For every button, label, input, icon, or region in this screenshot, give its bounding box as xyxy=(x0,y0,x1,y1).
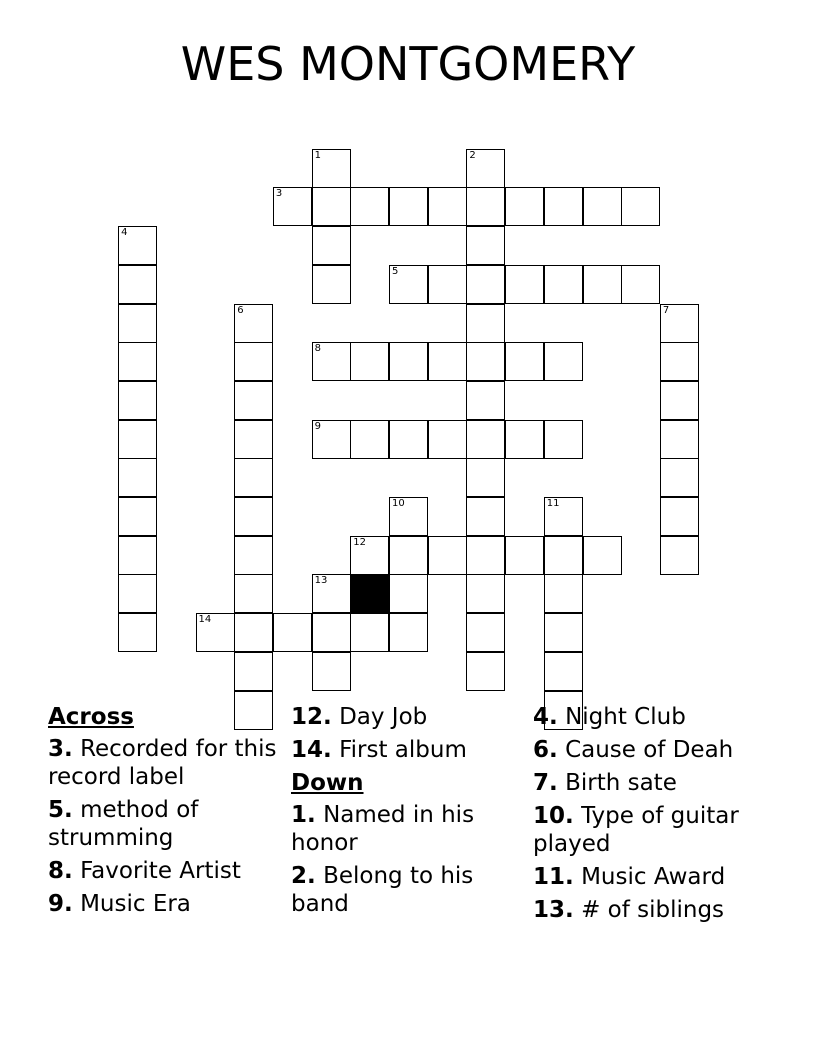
grid-cell[interactable] xyxy=(544,342,583,381)
grid-cell[interactable] xyxy=(350,187,389,226)
grid-cell[interactable] xyxy=(234,536,273,575)
cell-number: 12 xyxy=(353,536,367,548)
clue-across-14 xyxy=(291,736,531,764)
grid-cell[interactable] xyxy=(544,574,583,613)
cell-number: 9 xyxy=(314,420,321,432)
grid-cell[interactable] xyxy=(428,187,467,226)
grid-cell[interactable] xyxy=(466,226,505,265)
cell-number: 3 xyxy=(275,188,283,200)
grid-cell[interactable] xyxy=(466,497,505,536)
grid-cell[interactable] xyxy=(312,149,351,188)
grid-cell[interactable] xyxy=(234,304,273,343)
cell-number: 2 xyxy=(469,149,476,161)
grid-cell[interactable] xyxy=(350,342,389,381)
clue-text: # of siblings xyxy=(581,897,725,923)
grid-cell[interactable] xyxy=(660,342,699,381)
clue-text: Music Era xyxy=(80,891,191,917)
cell-number: 8 xyxy=(314,343,321,355)
grid-cell[interactable] xyxy=(428,420,467,459)
clue-text: Belong to his band xyxy=(291,863,474,917)
clue-text: Birth sate xyxy=(565,770,677,796)
puzzle-title: WES MONTGOMERY xyxy=(180,37,636,91)
grid-cell[interactable] xyxy=(544,652,583,691)
clue-across-3 xyxy=(48,735,288,791)
grid-cell[interactable] xyxy=(234,381,273,420)
clue-text: Day Job xyxy=(339,704,428,730)
grid-cell[interactable] xyxy=(389,187,428,226)
grid-cell[interactable] xyxy=(466,265,505,304)
grid-cell[interactable] xyxy=(273,613,312,652)
grid-cell[interactable] xyxy=(544,187,583,226)
grid-cell[interactable] xyxy=(428,265,467,304)
grid-cell[interactable] xyxy=(660,381,699,420)
grid-cell[interactable] xyxy=(544,497,583,536)
clue-number: 6. xyxy=(533,737,558,763)
grid-cell[interactable] xyxy=(389,536,428,575)
clue-column-2 xyxy=(291,703,531,923)
grid-cell[interactable] xyxy=(118,226,157,265)
grid-cell[interactable] xyxy=(118,497,157,536)
grid-cell[interactable] xyxy=(466,187,505,226)
grid-cell[interactable] xyxy=(544,420,583,459)
grid-cell[interactable] xyxy=(389,613,428,652)
grid-cell[interactable] xyxy=(621,187,660,226)
grid-cell[interactable] xyxy=(466,342,505,381)
clue-number: 1. xyxy=(291,802,316,828)
clue-number: 11. xyxy=(533,864,574,890)
clue-across-8 xyxy=(48,857,288,885)
grid-cell[interactable] xyxy=(621,265,660,304)
grid-cell[interactable] xyxy=(312,420,351,459)
grid-cell[interactable] xyxy=(428,342,467,381)
grid-cell[interactable] xyxy=(312,342,351,381)
grid-cell[interactable] xyxy=(312,226,351,265)
grid-cell[interactable] xyxy=(583,265,622,304)
grid-cell[interactable] xyxy=(389,497,428,536)
cell-number: 7 xyxy=(662,304,670,316)
cell-number: 1 xyxy=(314,149,321,161)
grid-cell[interactable] xyxy=(350,536,389,575)
cell-number: 13 xyxy=(314,575,328,587)
clue-text: Favorite Artist xyxy=(80,858,241,884)
clue-text: method of strumming xyxy=(48,797,199,851)
down-heading: Down xyxy=(291,770,364,796)
grid-cell[interactable] xyxy=(234,574,273,613)
clue-down-7 xyxy=(533,769,773,797)
cell-number: 6 xyxy=(237,304,244,316)
grid-cell[interactable] xyxy=(660,304,699,343)
clue-across-12 xyxy=(291,703,531,731)
grid-cell[interactable] xyxy=(118,574,157,613)
clue-number: 4. xyxy=(533,704,558,730)
grid-cell[interactable] xyxy=(389,574,428,613)
grid-cell[interactable] xyxy=(234,613,273,652)
grid-cell[interactable] xyxy=(466,149,505,188)
grid-cell[interactable] xyxy=(234,652,273,691)
grid-cell[interactable] xyxy=(544,613,583,652)
grid-cell[interactable] xyxy=(350,420,389,459)
grid-cell[interactable] xyxy=(118,420,157,459)
clue-down-11 xyxy=(533,863,773,891)
clue-down-13 xyxy=(533,896,773,924)
clue-text: Cause of Deah xyxy=(565,737,734,763)
grid-cell[interactable] xyxy=(312,187,351,226)
clue-number: 9. xyxy=(48,891,73,917)
grid-cell[interactable] xyxy=(312,265,351,304)
clue-number: 8. xyxy=(48,858,73,884)
clue-down-4 xyxy=(533,703,773,731)
grid-cell[interactable] xyxy=(118,536,157,575)
grid-cell[interactable] xyxy=(312,652,351,691)
grid-cell[interactable] xyxy=(350,613,389,652)
clue-down-2 xyxy=(291,862,531,918)
clue-across-9 xyxy=(48,890,288,918)
clue-number: 3. xyxy=(48,736,73,762)
grid-cell[interactable] xyxy=(466,536,505,575)
clue-number: 2. xyxy=(291,863,316,889)
cell-number: 4 xyxy=(121,227,128,239)
clue-column-3 xyxy=(533,703,773,929)
grid-cell[interactable] xyxy=(583,187,622,226)
grid-cell[interactable] xyxy=(505,342,544,381)
cell-number: 14 xyxy=(198,614,212,626)
grid-cell[interactable] xyxy=(234,458,273,497)
grid-cell[interactable] xyxy=(583,536,622,575)
clue-text: Recorded for this record label xyxy=(48,736,277,790)
clue-number: 10. xyxy=(533,803,574,829)
grid-cell[interactable] xyxy=(660,420,699,459)
grid-cell[interactable] xyxy=(660,458,699,497)
clue-down-10 xyxy=(533,802,773,858)
clue-number: 7. xyxy=(533,770,558,796)
clue-number: 5. xyxy=(48,797,73,823)
grid-cell[interactable] xyxy=(312,613,351,652)
grid-cell[interactable] xyxy=(466,420,505,459)
clue-number: 12. xyxy=(291,704,332,730)
grid-cell[interactable] xyxy=(118,381,157,420)
grid-cell[interactable] xyxy=(466,652,505,691)
grid-cell[interactable] xyxy=(389,342,428,381)
cell-number: 11 xyxy=(546,498,560,509)
grid-cell[interactable] xyxy=(505,536,544,575)
grid-cell[interactable] xyxy=(234,342,273,381)
grid-cell[interactable] xyxy=(660,536,699,575)
clue-column-1 xyxy=(48,703,288,923)
cell-number: 5 xyxy=(392,265,399,277)
grid-cell[interactable] xyxy=(505,265,544,304)
grid-cell[interactable] xyxy=(118,342,157,381)
grid-cell[interactable] xyxy=(196,613,235,652)
cell-number: 10 xyxy=(392,498,405,509)
grid-cell[interactable] xyxy=(466,381,505,420)
clue-number: 13. xyxy=(533,897,574,923)
grid-cell[interactable] xyxy=(118,613,157,652)
clue-down-1 xyxy=(291,801,531,857)
grid-cell[interactable] xyxy=(389,420,428,459)
grid-cell[interactable] xyxy=(466,458,505,497)
grid-cell[interactable] xyxy=(389,265,428,304)
grid-cell[interactable] xyxy=(466,304,505,343)
grid-cell[interactable] xyxy=(273,187,312,226)
grid-cell[interactable] xyxy=(118,304,157,343)
blocked-cell xyxy=(350,574,389,613)
grid-cell[interactable] xyxy=(466,574,505,613)
clue-text: First album xyxy=(339,737,467,763)
grid-cell[interactable] xyxy=(660,497,699,536)
across-heading: Across xyxy=(48,704,134,730)
grid-cell[interactable] xyxy=(118,265,157,304)
grid-cell[interactable] xyxy=(428,536,467,575)
grid-cell[interactable] xyxy=(544,265,583,304)
clue-text: Type of guitar played xyxy=(533,803,739,857)
clue-text: Music Award xyxy=(581,864,726,890)
clue-across-5 xyxy=(48,796,288,852)
clue-number: 14. xyxy=(291,737,332,763)
grid-cell[interactable] xyxy=(505,187,544,226)
grid-cell[interactable] xyxy=(505,420,544,459)
clue-text: Named in his honor xyxy=(291,802,475,856)
grid-cell[interactable] xyxy=(312,574,351,613)
clue-text: Night Club xyxy=(565,704,686,730)
clue-down-6 xyxy=(533,736,773,764)
grid-cell[interactable] xyxy=(544,536,583,575)
grid-cell[interactable] xyxy=(466,613,505,652)
grid-cell[interactable] xyxy=(234,497,273,536)
grid-cell[interactable] xyxy=(118,458,157,497)
grid-cell[interactable] xyxy=(234,420,273,459)
